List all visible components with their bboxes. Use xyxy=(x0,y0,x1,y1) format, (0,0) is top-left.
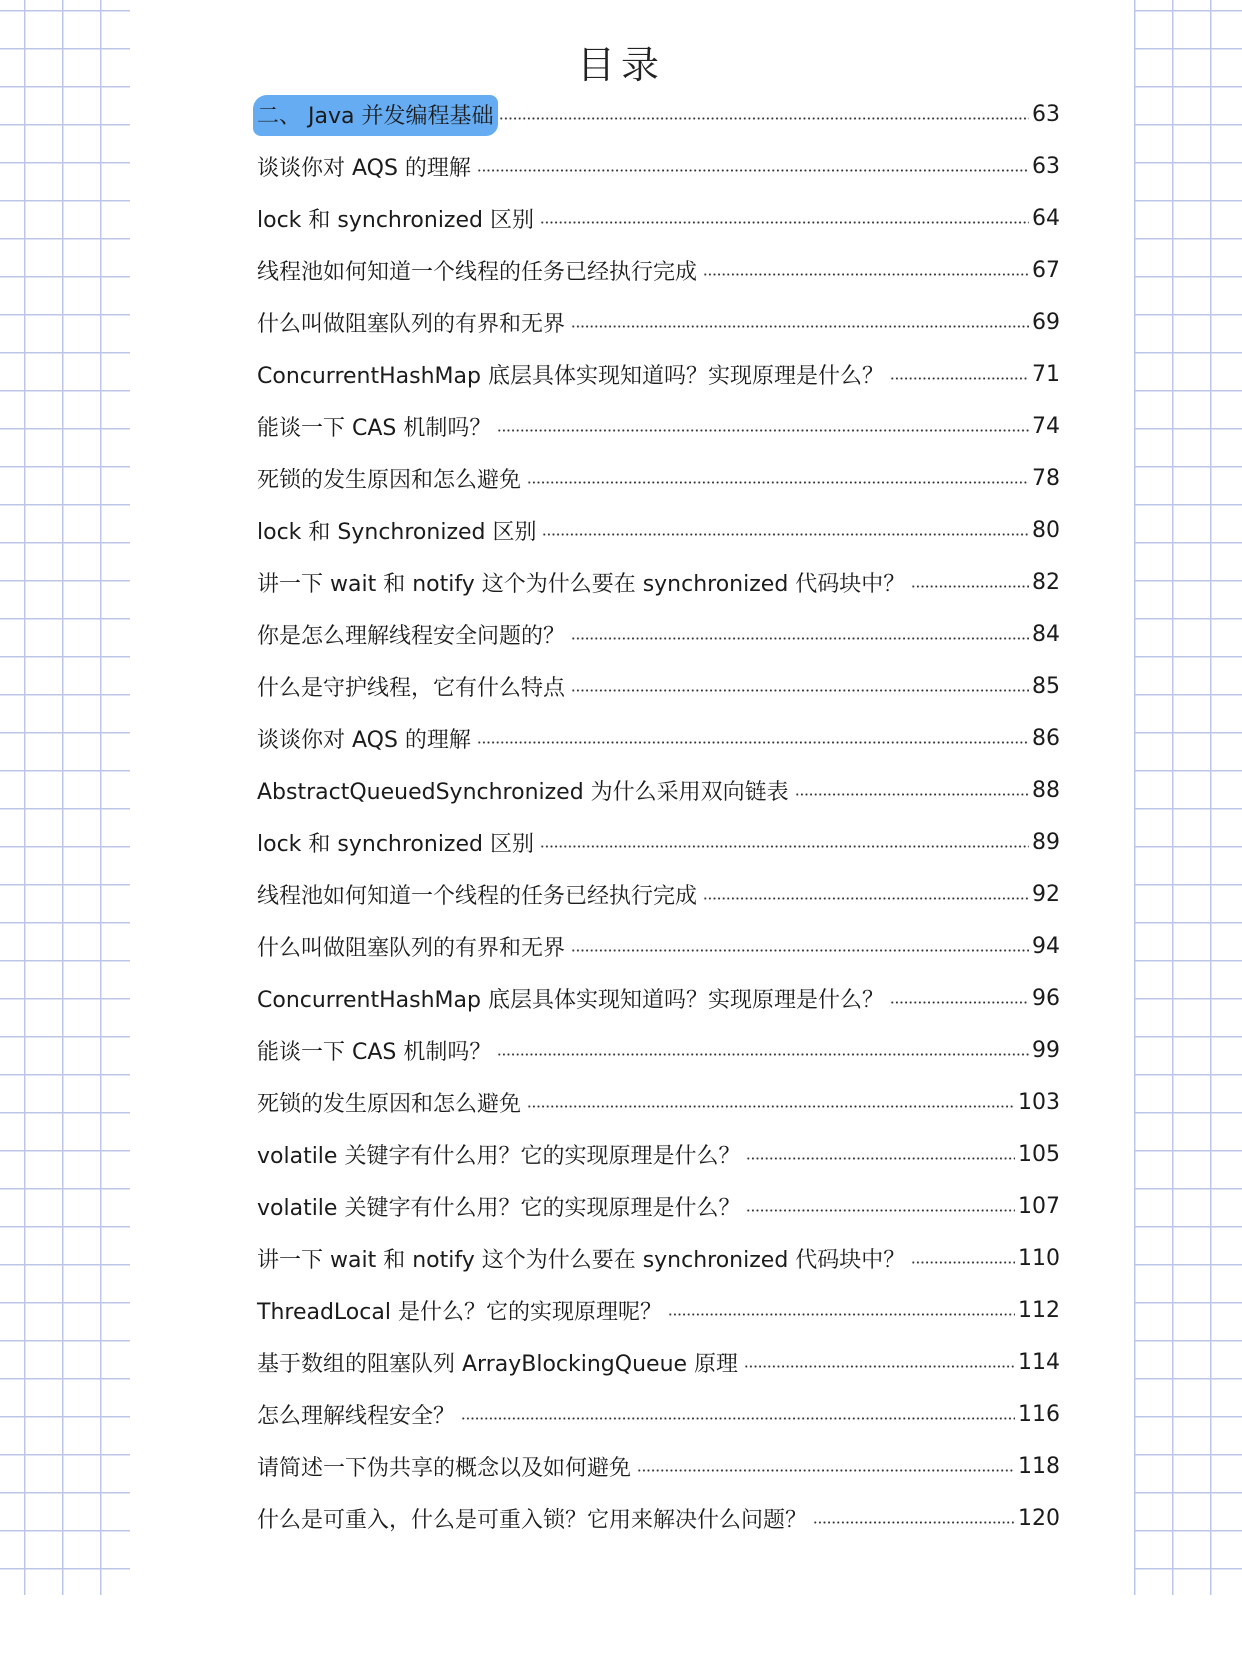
toc-entry[interactable] xyxy=(257,1128,1060,1180)
toc-entry-title: ConcurrentHashMap 底层具体实现知道吗？实现原理是什么？ xyxy=(257,987,884,1013)
dot-leader xyxy=(540,214,1029,230)
dot-leader xyxy=(497,1046,1029,1062)
toc-entry-page-number: 96 xyxy=(1032,985,1060,1011)
toc-entry-title: 什么叫做阻塞队列的有界和无界 xyxy=(257,311,566,337)
toc-entry-title: 讲一下 wait 和 notify 这个为什么要在 synchronized 代码块中？ xyxy=(257,1247,906,1273)
toc-entry[interactable] xyxy=(257,1180,1060,1232)
toc-entry-title: volatile 关键字有什么用？它的实现原理是什么？ xyxy=(257,1143,741,1169)
toc-entry-page-number: 74 xyxy=(1032,413,1060,439)
toc-entry-title: 什么是守护线程，它有什么特点 xyxy=(257,675,566,701)
toc-entry-title: lock 和 synchronized 区别 xyxy=(257,207,534,233)
table-of-contents xyxy=(257,88,1060,1544)
dot-leader xyxy=(795,786,1029,802)
toc-entry[interactable] xyxy=(257,1336,1060,1388)
dot-leader xyxy=(703,266,1029,282)
dot-leader xyxy=(477,162,1029,178)
toc-entry-title: 死锁的发生原因和怎么避免 xyxy=(257,1091,522,1117)
toc-entry-title: 谈谈你对 AQS 的理解 xyxy=(257,155,471,181)
dot-leader xyxy=(571,942,1029,958)
dot-leader xyxy=(703,890,1029,906)
toc-entry-page-number: 103 xyxy=(1018,1089,1060,1115)
dot-leader xyxy=(540,838,1029,854)
toc-entry-page-number: 118 xyxy=(1018,1453,1060,1479)
toc-entry-page-number: 114 xyxy=(1018,1349,1060,1375)
dot-leader xyxy=(744,1358,1015,1374)
toc-entry[interactable] xyxy=(257,712,1060,764)
dot-leader xyxy=(637,1462,1015,1478)
toc-entry-page-number: 85 xyxy=(1032,673,1060,699)
toc-entry[interactable] xyxy=(257,920,1060,972)
toc-entry-title: lock 和 synchronized 区别 xyxy=(257,831,534,857)
dot-leader xyxy=(527,1098,1015,1114)
toc-entry-title: 讲一下 wait 和 notify 这个为什么要在 synchronized 代码块中？ xyxy=(257,571,906,597)
toc-entry[interactable] xyxy=(257,452,1060,504)
toc-entry-title: 线程池如何知道一个线程的任务已经执行完成 xyxy=(257,883,698,909)
toc-entry[interactable] xyxy=(257,1492,1060,1544)
toc-entry-title: 线程池如何知道一个线程的任务已经执行完成 xyxy=(257,259,698,285)
toc-entry-page-number: 84 xyxy=(1032,621,1060,647)
toc-entry-page-number: 86 xyxy=(1032,725,1060,751)
toc-entry-page-number: 80 xyxy=(1032,517,1060,543)
toc-entry-page-number: 120 xyxy=(1018,1505,1060,1531)
toc-entry-title: 什么是可重入，什么是可重入锁？它用来解决什么问题？ xyxy=(257,1507,808,1533)
toc-entry-page-number: 99 xyxy=(1032,1037,1060,1063)
page-bottom-margin xyxy=(0,1595,1242,1660)
dot-leader xyxy=(668,1306,1015,1322)
toc-entry[interactable] xyxy=(257,296,1060,348)
toc-entry-page-number: 94 xyxy=(1032,933,1060,959)
toc-entry-page-number: 64 xyxy=(1032,205,1060,231)
toc-entry[interactable] xyxy=(257,244,1060,296)
dot-leader xyxy=(499,110,1029,126)
toc-entry-page-number: 82 xyxy=(1032,569,1060,595)
toc-entry-title: ThreadLocal 是什么？它的实现原理呢？ xyxy=(257,1299,662,1325)
toc-entry-title: 能谈一下 CAS 机制吗？ xyxy=(257,415,492,441)
toc-entry-page-number: 67 xyxy=(1032,257,1060,283)
toc-entry[interactable] xyxy=(257,1024,1060,1076)
toc-entry[interactable] xyxy=(257,608,1060,660)
toc-entry-title: 死锁的发生原因和怎么避免 xyxy=(257,467,522,493)
toc-entry[interactable] xyxy=(257,504,1060,556)
toc-entry-page-number: 78 xyxy=(1032,465,1060,491)
toc-entry-title: 什么叫做阻塞队列的有界和无界 xyxy=(257,935,566,961)
toc-entry-page-number: 92 xyxy=(1032,881,1060,907)
toc-entry[interactable] xyxy=(257,1440,1060,1492)
toc-entry[interactable] xyxy=(257,1388,1060,1440)
dot-leader xyxy=(571,682,1029,698)
dot-leader xyxy=(746,1150,1015,1166)
toc-entry[interactable] xyxy=(257,1076,1060,1128)
toc-entry[interactable] xyxy=(257,868,1060,920)
dot-leader xyxy=(890,994,1029,1010)
dot-leader xyxy=(571,318,1029,334)
toc-entry-title: 能谈一下 CAS 机制吗？ xyxy=(257,1039,492,1065)
toc-entry[interactable] xyxy=(257,764,1060,816)
toc-entry-title-highlighted: 二、 Java 并发编程基础 xyxy=(257,99,496,130)
toc-entry-page-number: 71 xyxy=(1032,361,1060,387)
dot-leader xyxy=(542,526,1029,542)
toc-entry-title: lock 和 Synchronized 区别 xyxy=(257,519,537,545)
toc-entry[interactable] xyxy=(257,140,1060,192)
grid-paper-right xyxy=(1134,0,1242,1595)
toc-entry-title: AbstractQueuedSynchronized 为什么采用双向链表 xyxy=(257,779,789,805)
toc-entry[interactable] xyxy=(257,192,1060,244)
toc-entry-title: 请简述一下伪共享的概念以及如何避免 xyxy=(257,1455,632,1481)
dot-leader xyxy=(911,578,1029,594)
dot-leader xyxy=(890,370,1029,386)
toc-entry-title: 怎么理解线程安全？ xyxy=(257,1403,456,1429)
toc-entry-page-number: 89 xyxy=(1032,829,1060,855)
grid-paper-left xyxy=(0,0,130,1595)
toc-entry-page-number: 63 xyxy=(1032,153,1060,179)
toc-entry[interactable] xyxy=(257,1232,1060,1284)
toc-entry-title: 基于数组的阻塞队列 ArrayBlockingQueue 原理 xyxy=(257,1351,739,1377)
page-title: 目录 xyxy=(576,43,665,87)
toc-entry[interactable] xyxy=(257,660,1060,712)
toc-entry-page-number: 63 xyxy=(1032,101,1060,127)
dot-leader xyxy=(571,630,1029,646)
dot-leader xyxy=(746,1202,1015,1218)
toc-entry-page-number: 116 xyxy=(1018,1401,1060,1427)
toc-entry-title: 谈谈你对 AQS 的理解 xyxy=(257,727,471,753)
toc-entry[interactable] xyxy=(257,348,1060,400)
toc-entry-page-number: 105 xyxy=(1018,1141,1060,1167)
dot-leader xyxy=(911,1254,1015,1270)
dot-leader xyxy=(461,1410,1015,1426)
toc-entry[interactable] xyxy=(257,816,1060,868)
toc-entry-title: volatile 关键字有什么用？它的实现原理是什么？ xyxy=(257,1195,741,1221)
toc-entry-page-number: 69 xyxy=(1032,309,1060,335)
dot-leader xyxy=(477,734,1029,750)
toc-entry-page-number: 112 xyxy=(1018,1297,1060,1323)
toc-entry-page-number: 107 xyxy=(1018,1193,1060,1219)
toc-entry[interactable] xyxy=(257,400,1060,452)
toc-entry[interactable] xyxy=(257,1284,1060,1336)
toc-entry-title: ConcurrentHashMap 底层具体实现知道吗？实现原理是什么？ xyxy=(257,363,884,389)
dot-leader xyxy=(813,1514,1015,1530)
dot-leader xyxy=(497,422,1029,438)
dot-leader xyxy=(527,474,1029,490)
toc-entry-page-number: 88 xyxy=(1032,777,1060,803)
toc-entry-page-number: 110 xyxy=(1018,1245,1060,1271)
toc-entry[interactable] xyxy=(257,972,1060,1024)
toc-entry[interactable] xyxy=(257,556,1060,608)
toc-entry-title: 你是怎么理解线程安全问题的？ xyxy=(257,623,566,649)
toc-entry[interactable] xyxy=(257,88,1060,140)
